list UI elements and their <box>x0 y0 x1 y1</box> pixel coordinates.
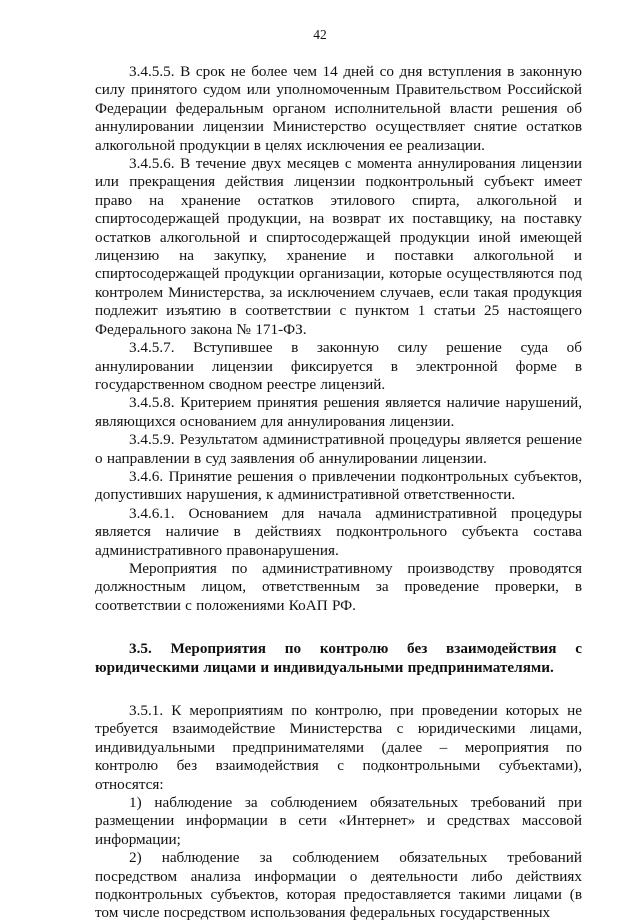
paragraph-3-4-5-8: 3.4.5.8. Критерием принятия решения является наличие нарушений, являющихся основанием для аннулирования лицензии. <box>95 394 582 430</box>
paragraph-3-4-5-5: 3.4.5.5. В срок не более чем 14 дней со дня вступления в законную силу принятого судом или уполномоченным Правительством Российской Федерации федеральным органом исполнительной власти решения об аннулировании лицензии Министерство осуществляет снятие остатков алкогольной продукции в целях исключения ее реализации. <box>95 63 582 154</box>
paragraph-3-5-1: 3.5.1. К мероприятиям по контролю, при проведении которых не требуется взаимодействие Министерства с юридическими лицами, индивидуальными предпринимателями (далее – мероприятия по контролю без взаимодействия с подконтрольными субъектами), относятся: <box>95 702 582 793</box>
paragraph-3-4-6: 3.4.6. Принятие решения о привлечении подконтрольных субъектов, допустивших нарушения, к административной ответственности. <box>95 467 582 504</box>
paragraph-3-4-5-7: 3.4.5.7. Вступившее в законную силу решение суда об аннулировании лицензии фиксируется в электронной форме в государственном сводном реестре лицензий. <box>95 339 582 393</box>
paragraph-koap-proceedings: Мероприятия по административному производству проводятся должностным лицом, ответственным за проведение проверки, в соответствии с положениями КоАП РФ. <box>95 559 582 614</box>
page-number: 42 <box>313 27 327 42</box>
section-heading-3-5: 3.5. Мероприятия по контролю без взаимодействия с юридическими лицами и индивидуальными предпринимателями. <box>95 640 582 676</box>
paragraph-3-4-6-1: 3.4.6.1. Основанием для начала административной процедуры является наличие в действиях подконтрольного субъекта состава административного правонарушения. <box>95 504 582 559</box>
paragraph-3-4-5-9: 3.4.5.9. Результатом административной процедуры является решение о направлении в суд заявления об аннулировании лицензии. <box>95 431 582 467</box>
list-item-1: 1) наблюдение за соблюдением обязательных требований при размещении информации в сети «Интернет» и средствах массовой информации; <box>95 794 582 848</box>
document-body <box>95 63 582 923</box>
list-item-2: 2) наблюдение за соблюдением обязательных требований посредством анализа информации о деятельности либо действиях подконтрольных субъектов, которая предоставляется такими лицами (в том числе посредством использования федеральных государственных <box>95 849 582 922</box>
paragraph-3-4-5-6: 3.4.5.6. В течение двух месяцев с момента аннулирования лицензии или прекращения действия лицензии подконтрольный субъект имеет право на хранение остатков этилового спирта, алкогольной и спиртосодержащей продукции, на возврат их поставщику, на поставку остатков алкогольной и спиртосодержащей продукции иной имеющей лицензию на закупку, хранение и поставки алкогольной и спиртосодержащей продукции организации, которые осуществляются под контролем Министерства, за исключением случаев, если такая продукция подлежит изъятию в соответствии с пунктом 1 статьи 25 настоящего Федерального закона № 171-ФЗ. <box>95 155 582 338</box>
